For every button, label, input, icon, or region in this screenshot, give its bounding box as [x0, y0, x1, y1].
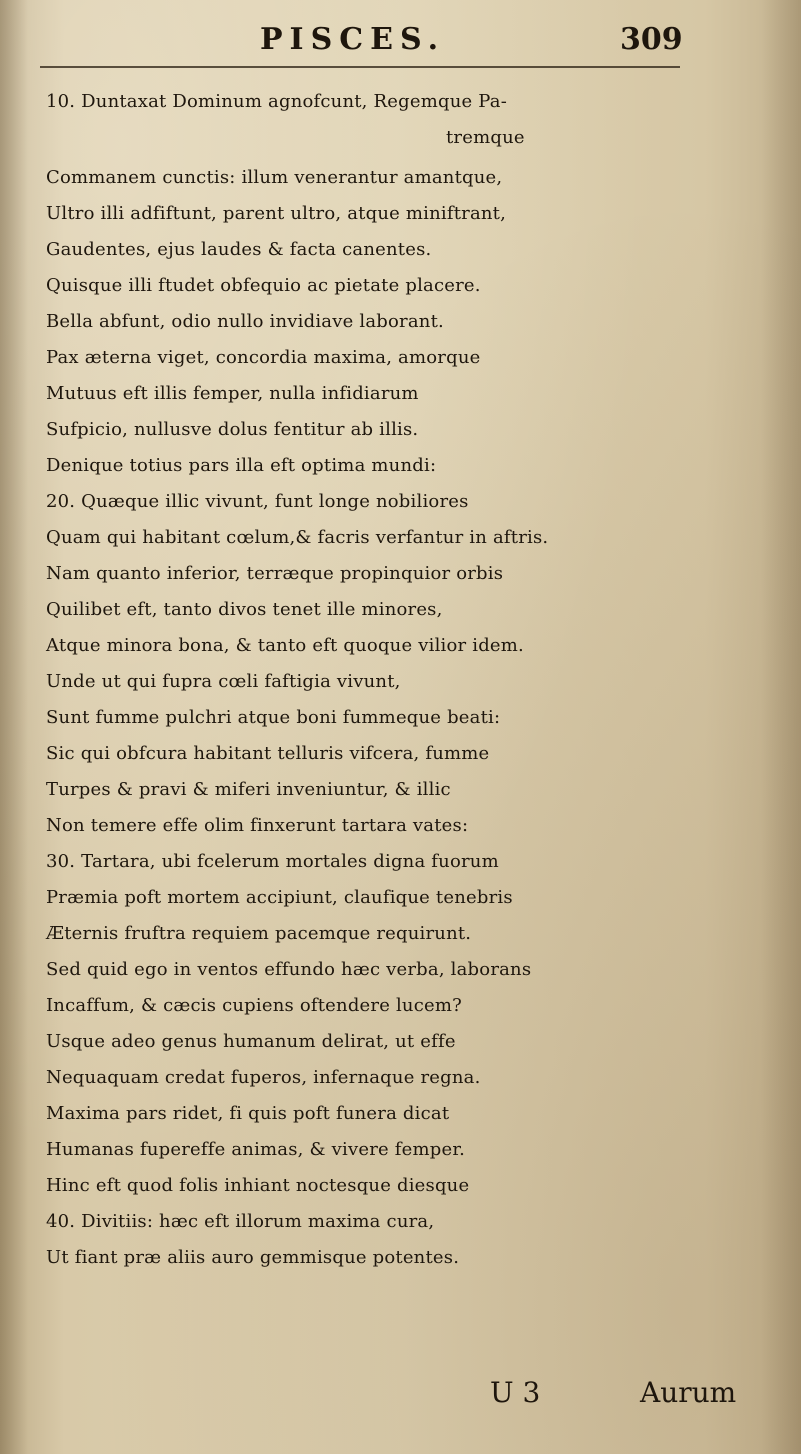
verse-line: Unde ut qui fupra cœli faftigia vivunt,	[46, 671, 401, 692]
verse-line: Quam qui habitant cœlum,& facris verfantur in aftris.	[46, 527, 549, 548]
running-head	[0, 22, 801, 62]
verse-line: Sed quid ego in ventos effundo hæc verba, laborans	[46, 959, 532, 980]
verse-line: Non temere effe olim finxerunt tartara vates:	[46, 815, 469, 836]
verse-line: Sunt fumme pulchri atque boni fummeque beati:	[46, 707, 501, 728]
verse-line: Quisque illi ftudet obfequio ac pietate placere.	[46, 275, 481, 296]
verse-line: 20. Quæque illic vivunt, funt longe nobiliores	[46, 491, 469, 512]
verse-line: Bella abfunt, odio nullo invidiave laborant.	[46, 311, 444, 332]
catchword: Aurum	[640, 1376, 737, 1409]
verse-line: 30. Tartara, ubi fcelerum mortales digna fuorum	[46, 851, 499, 872]
verse-line: Turpes & pravi & miferi inveniuntur, & illic	[46, 779, 451, 800]
verse-line: Quilibet eft, tanto divos tenet ille minores,	[46, 599, 443, 620]
verse-line: Commanem cunctis: illum venerantur amantque,	[46, 167, 503, 188]
verse-line: Incaffum, & cæcis cupiens oftendere lucem?	[46, 995, 462, 1016]
verse-line: Præmia poft mortem accipiunt, claufique tenebris	[46, 887, 513, 908]
verse-line: Ultro illi adfiftunt, parent ultro, atque miniftrant,	[46, 203, 507, 224]
verse-line: Ut fiant præ aliis auro gemmisque potentes.	[46, 1247, 460, 1268]
verse-line: Maxima pars ridet, fi quis poft funera dicat	[46, 1103, 450, 1124]
page-edge-shadow-left	[0, 0, 28, 1454]
verse-line: 40. Divitiis: hæc eft illorum maxima cura,	[46, 1211, 435, 1232]
verse-line: Gaudentes, ejus laudes & facta canentes.	[46, 239, 432, 260]
page-number: 309	[620, 22, 683, 57]
verse-line: Denique totius pars illa eft optima mundi:	[46, 455, 437, 476]
verse-line: Nequaquam credat fuperos, infernaque regna.	[46, 1067, 481, 1088]
verse-line: Mutuus eft illis femper, nulla infidiarum	[46, 383, 419, 404]
signature-mark: U 3	[490, 1376, 541, 1409]
verse-line: Atque minora bona, & tanto eft quoque vilior idem.	[46, 635, 524, 656]
verse-line: Nam quanto inferior, terræque propinquior orbis	[46, 563, 504, 584]
verse-line: Usque adeo genus humanum delirat, ut effe	[46, 1031, 456, 1052]
verse-line: tremque	[446, 127, 525, 148]
header-rule	[40, 66, 680, 68]
page-footer	[0, 1373, 801, 1413]
running-title: PISCES.	[260, 22, 446, 57]
verse-line: Pax æterna viget, concordia maxima, amorque	[46, 347, 481, 368]
verse-line: 10. Duntaxat Dominum agnofcunt, Regemque Pa-	[46, 91, 507, 112]
verse-line: Hinc eft quod folis inhiant noctesque diesque	[46, 1175, 470, 1196]
verse-line: Sufpicio, nullusve dolus fentitur ab illis.	[46, 419, 419, 440]
verse-line: Sic qui obfcura habitant telluris vifcera, fumme	[46, 743, 490, 764]
verse-line: Humanas fupereffe animas, & vivere femper.	[46, 1139, 466, 1160]
verse-line: Æternis fruftra requiem pacemque requirunt.	[46, 923, 472, 944]
